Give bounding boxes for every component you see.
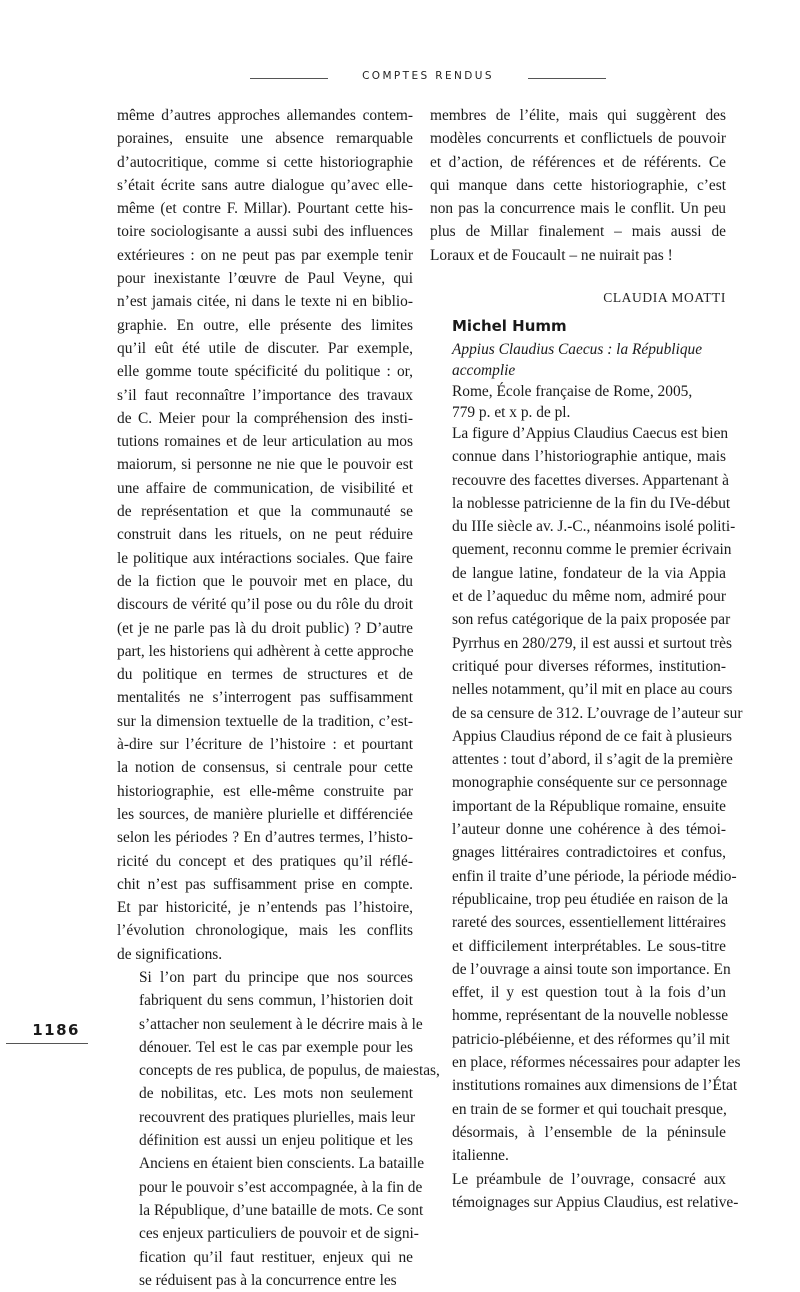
text-line: la notion de consensus, si centrale pour cette [117, 759, 413, 777]
book-publisher: Rome, École française de Rome, 2005, [452, 383, 693, 400]
text-line: Pyrrhus en 280/279, il est aussi et surtout très [452, 634, 732, 652]
text-line: non pas la concurrence mais le conflit. Un peu [430, 200, 726, 218]
text-line: en place, réformes nécessaires pour adapter les [452, 1054, 741, 1072]
text-line: quement, reconnu comme le premier écrivain [452, 541, 732, 559]
running-head-rule-left [250, 78, 328, 79]
text-line: n’est jamais citée, ni dans le texte ni en biblio- [117, 293, 413, 311]
text-line: une affaire de communication, de visibilité et [117, 479, 413, 497]
text-line: italienne. [452, 1147, 509, 1165]
text-line: témoignages sur Appius Claudius, est relative- [452, 1193, 739, 1211]
text-line: La figure d’Appius Claudius Caecus est bien [452, 425, 729, 442]
text-line: poraines, ensuite une absence remarquable [117, 130, 413, 148]
text-line: ces enjeux particuliers de pouvoir et de signi- [139, 1225, 419, 1243]
text-line: selon les périodes ? En d’autres termes, l’histo- [117, 829, 413, 847]
text-line: graphie. En outre, elle présente des limites [117, 316, 413, 334]
text-line: Appius Claudius répond de ce fait à plusieurs [452, 727, 732, 745]
text-line: important de la République romaine, ensuite [452, 797, 726, 815]
text-line: part, les historiens qui adhèrent à cette approche [117, 642, 414, 660]
text-line: de significations. [117, 945, 223, 963]
text-line: concepts de res publica, de populus, de maiestas, [139, 1062, 440, 1080]
left-column [117, 104, 440, 1292]
text-line: enfin il traite d’une période, la période médio- [452, 867, 737, 885]
book-title-line-1: Appius Claudius Caecus : la République [452, 341, 703, 358]
text-line: la noblesse patricienne de la fin du IVe-début [452, 494, 731, 512]
text-line: construit dans les rituels, on ne peut réduire [117, 526, 413, 544]
text-line: s’attacher non seulement à le décrire mais à le [139, 1015, 423, 1033]
text-line: d’autocritique, comme si cette historiographie [117, 153, 413, 171]
text-line: de C. Meier pour la compréhension des insti- [117, 409, 413, 427]
text-line: patricio-plébéienne, et des réformes qu’il mit [452, 1030, 730, 1048]
text-line: discours de vérité qu’il pose ou du rôle du droit [117, 596, 413, 614]
book-reference [452, 316, 732, 423]
text-line: Et par historicité, je n’entends pas l’histoire, [117, 899, 413, 917]
text-line: du IIIe siècle av. J.-C., néanmoins isolé politi- [452, 518, 736, 536]
right-column-top [430, 104, 726, 267]
text-line: Si l’on part du principe que nos sources [139, 968, 413, 986]
text-line: recouvre des facettes diverses. Appartenant à [452, 471, 729, 489]
text-line: plus de Millar finalement – mais aussi de [430, 223, 726, 241]
text-line: républicaine, trop peu étudiée en raison de la [452, 890, 729, 908]
text-line: même d’autres approches allemandes contem- [117, 107, 413, 124]
text-line: s’était écrite sans autre dialogue qu’avec elle- [117, 176, 413, 194]
text-line: maiorum, si personne ne nie que le pouvoir est [117, 456, 413, 474]
text-line: à-dire sur l’écriture de l’histoire : et pourtant [117, 736, 413, 754]
text-line: même (et contre F. Millar). Pourtant cette his- [117, 200, 413, 218]
text-line: sur la dimension textuelle de la tradition, c’est- [117, 712, 413, 730]
text-line: recouvrent des pratiques plurielles, mais leur [139, 1108, 416, 1126]
text-line: nelles notamment, qu’il mit en place au cours [452, 681, 733, 699]
left-paragraph-1 [117, 104, 413, 966]
running-head-rule-right [528, 78, 606, 79]
text-line: modèles concurrents et conflictuels de pouvoir [430, 130, 726, 148]
text-line: mentalités ne s’interrogent pas suffisamment [117, 689, 413, 707]
text-line: attentes : tout d’abord, il s’agit de la première [452, 751, 733, 769]
text-line: fication qu’il faut restituer, enjeux qui ne [139, 1248, 413, 1266]
text-line: de représentation et que la communauté se [117, 503, 413, 521]
text-line: et de l’aqueduc du même nom, admiré pour [452, 588, 726, 606]
text-line: désormais, à l’ensemble de la péninsule [452, 1123, 726, 1141]
text-line: de sa censure de 312. L’ouvrage de l’auteur sur [452, 704, 743, 722]
text-line: la République, d’une bataille de mots. Ce sont [139, 1201, 424, 1219]
text-line: de nobilitas, etc. Les mots non seulement [139, 1085, 413, 1103]
book-title-line-2: accomplie [452, 362, 516, 379]
text-line: qu’il eût été utile de discuter. Par exemple, [117, 339, 413, 357]
text-line: elle gomme toute spécificité du politique : or, [117, 363, 413, 381]
text-line: son refus catégorique de la paix proposée par [452, 611, 731, 629]
review-signature: CLAUDIA MOATTI [603, 290, 726, 305]
text-line: toire sociologisante a aussi subi des influences [117, 223, 413, 241]
text-line: historiographie, est elle-même construite par [117, 782, 413, 800]
text-line: Le préambule de l’ouvrage, consacré aux [452, 1170, 726, 1188]
text-line: et difficilement interprétables. Le sous-titre [452, 937, 726, 955]
text-line: l’évolution chronologique, mais les conflits [117, 922, 413, 940]
text-line: le politique aux intéractions sociales. Que faire [117, 549, 413, 567]
text-line: en train de se former et qui touchait presque, [452, 1100, 727, 1118]
book-pages: 779 p. et x p. de pl. [452, 404, 571, 421]
text-line: les sources, de manière plurielle et différenciée [117, 805, 413, 823]
right-column-bottom [430, 422, 743, 1214]
text-line: effet, il y est question tout à la fois d’un [452, 984, 726, 1002]
text-line: institutions romaines aux dimensions de l’État [452, 1077, 738, 1095]
text-line: extérieures : on ne peut pas par exemple tenir [117, 246, 413, 264]
text-line: de langue latine, fondateur de la via Appia [452, 564, 726, 582]
text-line: du politique en termes de structures et de [117, 666, 413, 684]
folio-rule [6, 1043, 88, 1044]
text-line: homme, représentant de la nouvelle noblesse [452, 1007, 729, 1025]
folio [6, 1021, 88, 1044]
running-head-title: COMPTES RENDUS [362, 70, 494, 82]
text-line: membres de l’élite, mais qui suggèrent des [430, 107, 726, 124]
text-line: rareté des sources, essentiellement littéraires [452, 914, 726, 932]
text-line: tutions romaines et de leur articulation au mos [117, 433, 413, 451]
text-line: pour inexistante l’œuvre de Paul Veyne, qui [117, 270, 413, 288]
right-paragraph-1 [430, 104, 726, 267]
text-line: (et je ne parle pas là du droit public) ? D’autre [117, 619, 413, 637]
right-paragraph-3 [430, 1168, 739, 1215]
text-line: dénouer. Tel est le cas par exemple pour les [139, 1038, 413, 1056]
text-line: se réduisent pas à la concurrence entre les [139, 1271, 397, 1289]
text-line: Loraux et de Foucault – ne nuirait pas ! [430, 246, 673, 264]
running-head [0, 70, 800, 86]
text-line: connue dans l’historiographie antique, mais [452, 448, 726, 466]
text-line: ricité du concept et des pratiques qu’il réflé- [117, 852, 413, 870]
text-line: critiqué pour diverses réformes, institution- [452, 657, 726, 675]
text-line: de la fiction que le pouvoir met en place, du [117, 572, 413, 590]
right-paragraph-2 [430, 422, 743, 1168]
book-author: Michel Humm [452, 317, 567, 335]
text-line: fabriquent du sens commun, l’historien doit [139, 992, 413, 1010]
text-line: chit n’est pas suffisamment prise en compte. [117, 875, 413, 893]
text-line: Anciens en étaient bien conscients. La bataille [139, 1155, 425, 1173]
text-line: et d’action, de références et de référents. Ce [430, 153, 726, 171]
page-number: 1186 [32, 1021, 80, 1039]
text-line: l’auteur donne une cohérence à des témoi- [452, 821, 726, 839]
text-line: monographie conséquente sur ce personnage [452, 774, 728, 792]
text-line: qui manque dans cette historiographie, c’est [430, 176, 726, 194]
text-line: définition est aussi un enjeu politique et les [139, 1132, 413, 1150]
text-line: de l’ouvrage a ainsi toute son importance. En [452, 960, 731, 978]
text-line: gnages littéraires contradictoires et confus, [452, 844, 726, 862]
text-line: pour le pouvoir s’est accompagnée, à la fin de [139, 1178, 423, 1196]
text-line: s’il faut reconnaître l’importance des travaux [117, 386, 413, 404]
